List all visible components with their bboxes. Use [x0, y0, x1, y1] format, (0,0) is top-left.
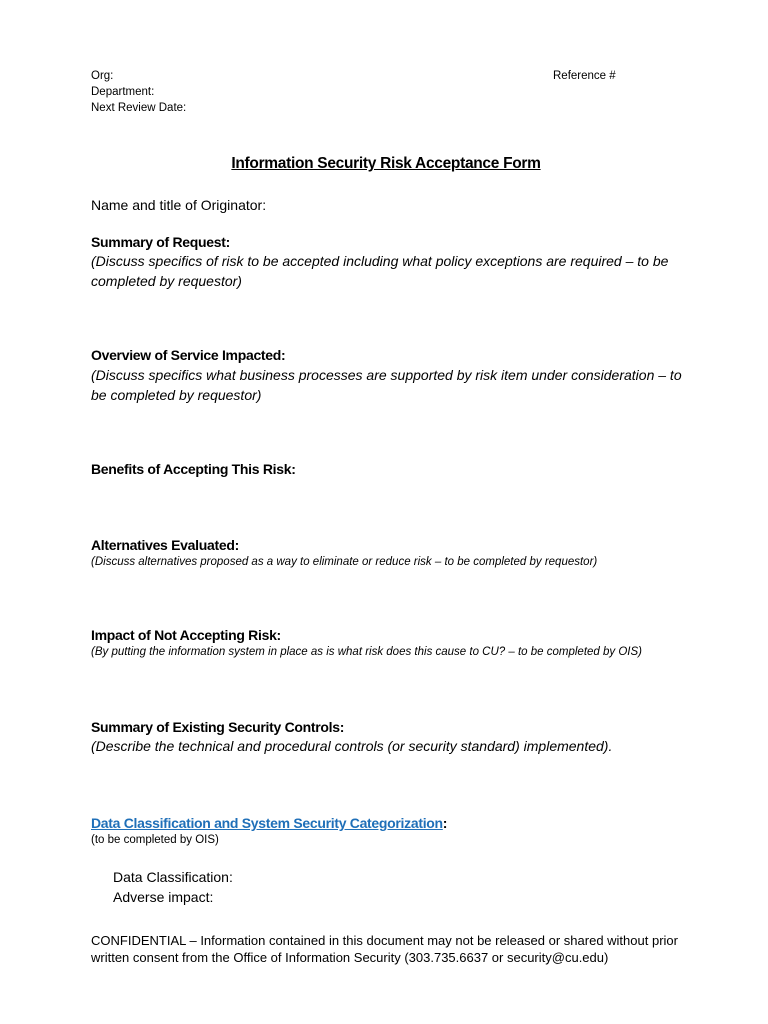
data-classification-link[interactable]: Data Classification and System Security Categorization — [91, 815, 443, 831]
next-review-date-label: Next Review Date: — [91, 102, 187, 114]
confidential-footer: CONFIDENTIAL – Information contained in this document may not be released or shared without prior written consent from the Office of Information Security (303.735.6637 or security@cu.edu) — [91, 933, 678, 965]
data-classification-colon: : — [442, 815, 448, 831]
overview-of-service-heading: Overview of Service Impacted: — [91, 347, 286, 363]
overview-of-service-note: (Discuss specifics what business processes are supported by risk item under consideration – to be completed by requestor) — [91, 367, 682, 403]
reference-number-label: Reference # — [553, 70, 616, 82]
page-title: Information Security Risk Acceptance Form — [231, 155, 541, 172]
org-label: Org: — [91, 70, 114, 82]
summary-of-request-note: (Discuss specifics of risk to be accepted including what policy exceptions are required – to be completed by requestor) — [91, 253, 669, 289]
data-classification-note: (to be completed by OIS) — [91, 834, 219, 846]
alternatives-evaluated-heading: Alternatives Evaluated: — [91, 537, 239, 553]
benefits-heading: Benefits of Accepting This Risk: — [91, 461, 296, 477]
impact-of-not-accepting-note: (By putting the information system in place as is what risk does this cause to CU? – to be completed by OIS) — [91, 646, 642, 658]
department-label: Department: — [91, 86, 155, 98]
impact-of-not-accepting-heading: Impact of Not Accepting Risk: — [91, 627, 281, 643]
summary-of-request-heading: Summary of Request: — [91, 234, 230, 250]
existing-security-controls-note: (Describe the technical and procedural controls (or security standard) implemented). — [91, 738, 613, 754]
originator-label: Name and title of Originator: — [91, 197, 267, 213]
alternatives-evaluated-note: (Discuss alternatives proposed as a way to eliminate or reduce risk – to be completed by requestor) — [91, 556, 598, 568]
data-classification-heading — [91, 815, 447, 831]
data-classification-label: Data Classification: — [113, 869, 233, 885]
adverse-impact-label: Adverse impact: — [113, 889, 214, 905]
existing-security-controls-heading: Summary of Existing Security Controls: — [91, 719, 345, 735]
